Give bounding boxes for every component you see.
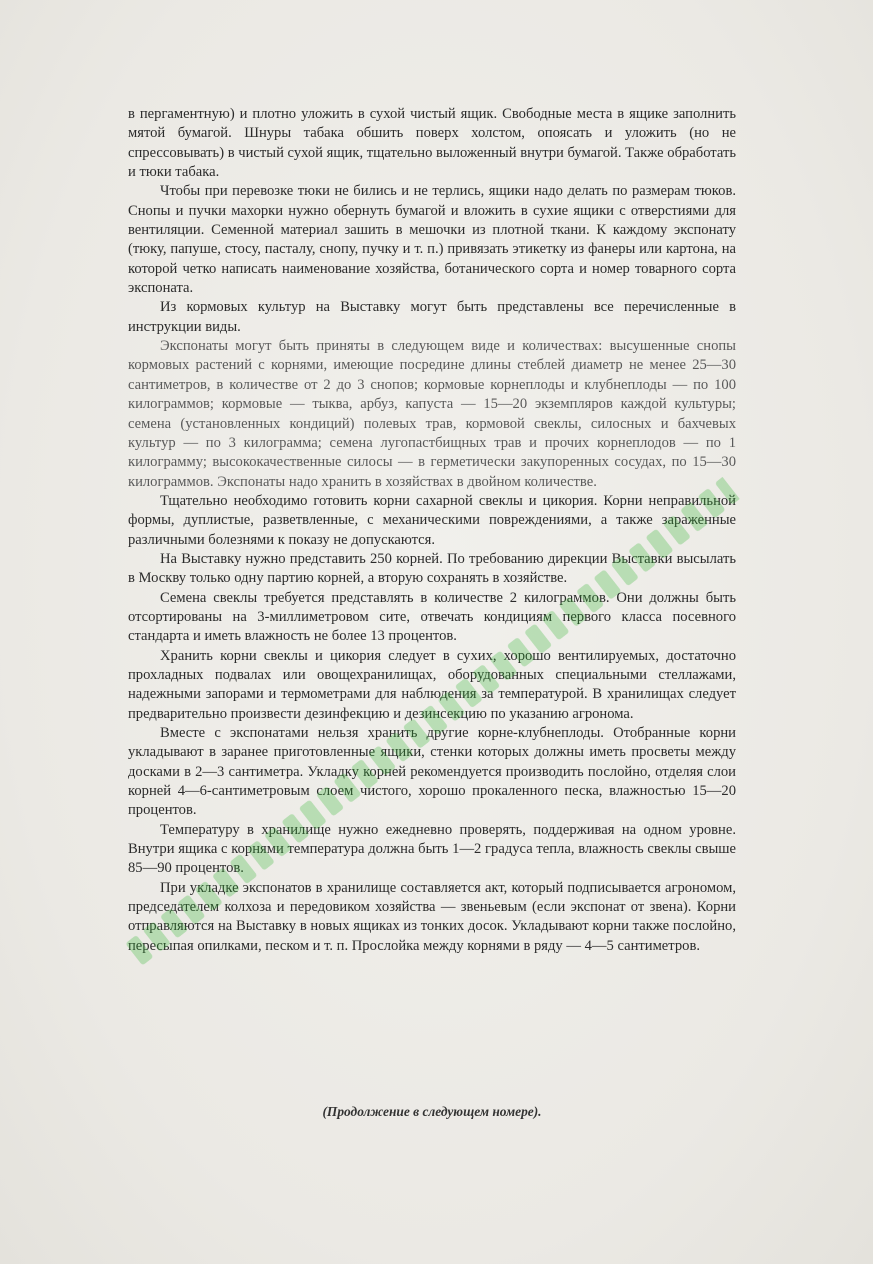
continuation-note: (Продолжение в следующем номере). [322,1104,542,1119]
paragraph-7: Семена свеклы требуется представлять в количестве 2 килограммов. Они должны быть отсортированы на 3-миллиметровом сите, отвечать кондициям первого класса посевного стандарта и иметь влажность не более 13 процентов. [128,589,736,645]
paragraph-9: Вместе с экспонатами нельзя хранить другие корне-клубнеплоды. Отобранные корни укладывают в заранее приготовленные ящики, стенки которых должны иметь просветы между досками в 2—3 сантиметра. Укладку корней рекомендуется производить послойно, отделяя слои корней 4—6-сантиметровым слоем чистого, хорошо прокаленного песка, влажностью 15—20 процентов. [128,725,736,819]
paragraph-3: Из кормовых культур на Выставку могут быть представлены все перечисленные в инструкции виды. [128,299,736,335]
paragraph-10: Температуру в хранилище нужно ежедневно проверять, поддерживая на одном уровне. Внутри ящика с корнями температура должна быть 1—2 градуса тепла, влажность свеклы свыше 85—90 процентов. [128,821,736,877]
article-text [128,105,736,956]
paragraph-2: Чтобы при перевозке тюки не бились и не терлись, ящики надо делать по размерам тюков. Снопы и пучки махорки нужно обернуть бумагой и вложить в сухие ящики с отверстиями для вентиляции. Семенной материал зашить в мешочки из плотной ткани. К каждому экспонату (тюку, папуше, стосу, пасталу, снопу, пучку и т. п.) привязать этикетку из фанеры или картона, на которой четко написать наименование хозяйства, ботанического сорта и номер товарного сорта экспоната. [128,183,736,297]
paragraph-4: Экспонаты могут быть приняты в следующем виде и количествах: высушенные снопы кормовых растений с корнями, имеющие посредине длины стеблей диаметр не менее 25—30 сантиметров, в количестве от 2 до 3 снопов; кормовые корнеплоды и клубнеплоды — по 100 килограммов; кормовые — тыква, арбуз, капуста — 15—20 экземпляров каждой культуры; семена (установленных кондиций) полевых трав, кормовой свеклы, силосных и бахчевых культур — по 3 килограмма; семена лугопастбищных трав и прочих корнеплодов — по 1 килограмму; высококачественные силосы — в герметически закупоренных сосудах, по 15—30 килограммов. Экспонаты надо хранить в хозяйствах в двойном количестве. [128,338,736,490]
paragraph-6: На Выставку нужно представить 250 корней. По требованию дирекции Выставки высылать в Москву только одну партию корней, а вторую сохранять в хозяйстве. [128,550,736,587]
paragraph-5: Тщательно необходимо готовить корни сахарной свеклы и цикория. Корни неправильной формы, дуплистые, разветвленные, с механическими повреждениями, а также зараженные различными болезнями к показу не допускаются. [128,492,736,548]
paragraph-8: Хранить корни свеклы и цикория следует в сухих, хорошо вентилируемых, достаточно прохладных подвалах или овощехранилищах, оборудованных специальными стеллажами, надежными запорами и термометрами для наблюдения за температурой. В хранилищах следует предварительно произвести дезинфекцию и дезинсекцию по указанию агронома. [128,647,736,722]
paragraph-11: При укладке экспонатов в хранилище составляется акт, который подписывается агрономом, председателем колхоза и передовиком хозяйства — звеньевым (если экспонат от звена). Корни отправляются на Выставку в новых ящиках из тонких досок. Укладывают корни также послойно, пересыпая опилками, песком и т. п. Прослойка между корнями в ряду — 4—5 сантиметров. [128,879,736,954]
paragraph-1: в пергаментную) и плотно уложить в сухой чистый ящик. Свободные места в ящике заполнить мятой бумагой. Шнуры табака обшить поверх холстом, опоясать и уложить (но не спрессовывать) в чистый сухой ящик, тщательно выложенный внутри бумагой. Также обработать и тюки табака. [128,106,736,181]
